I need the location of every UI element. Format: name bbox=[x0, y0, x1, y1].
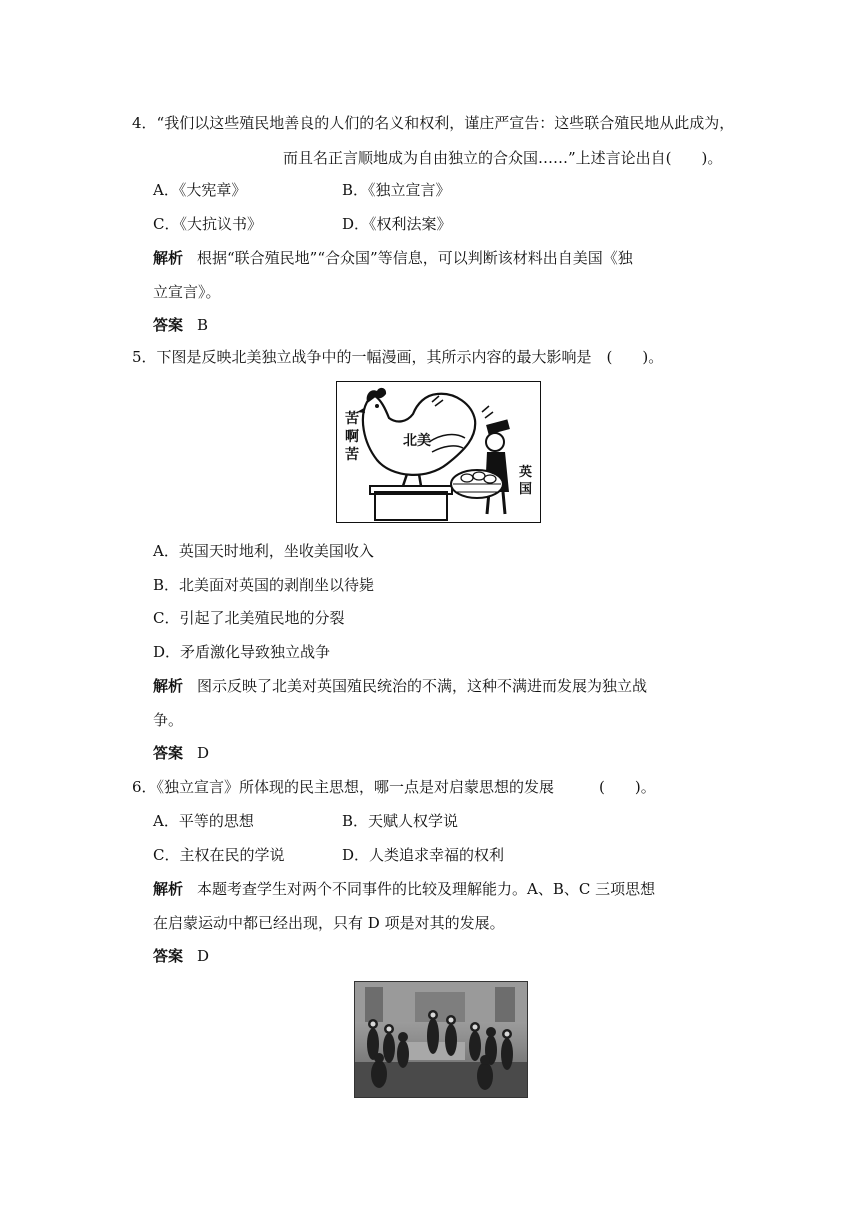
cartoon-label-center: 北美 bbox=[403, 433, 431, 449]
q4-analysis-text: 根据“联合殖民地”“合众国”等信息，可以判断该材料出自美国《独 bbox=[197, 249, 633, 267]
q4-answer-value: B bbox=[197, 316, 209, 334]
q4-stem-line2: 而且名正言顺地成为自由独立的合众国……”上述言论出自( )。 bbox=[283, 149, 723, 167]
q6-stem: 6．《独立宣言》所体现的民主思想，哪一点是对启蒙思想的发展 ( )。 bbox=[132, 778, 656, 796]
q4-option-c: C．《大抗议书》 bbox=[153, 215, 262, 233]
q5-answer-value: D bbox=[197, 744, 210, 762]
q5-analysis-text: 图示反映了北美对英国殖民统治的不满，这种不满进而发展为独立战 bbox=[197, 677, 648, 695]
declaration-painting-image bbox=[354, 981, 528, 1098]
q5-option-c: C．引起了北美殖民地的分裂 bbox=[153, 609, 345, 627]
q4-analysis bbox=[153, 248, 633, 268]
q5-answer-label: 答案 bbox=[153, 744, 184, 762]
q4-option-d: D．《权利法案》 bbox=[342, 215, 452, 233]
q5-answer bbox=[153, 743, 209, 763]
q6-option-a: A．平等的思想 bbox=[153, 812, 254, 830]
q4-analysis-label: 解析 bbox=[153, 249, 184, 267]
q6-option-b: B．天赋人权学说 bbox=[342, 812, 459, 830]
q5-analysis bbox=[153, 676, 647, 696]
q6-answer-label: 答案 bbox=[153, 947, 184, 965]
q5-analysis-label: 解析 bbox=[153, 677, 184, 695]
q5-analysis-cont: 争。 bbox=[153, 711, 184, 729]
q6-analysis-cont: 在启蒙运动中都已经出现，只有 D 项是对其的发展。 bbox=[153, 914, 505, 932]
q5-option-b: B．北美面对英国的剥削坐以待毙 bbox=[153, 576, 375, 594]
cartoon-drawing bbox=[337, 382, 540, 522]
q5-option-d: D．矛盾激化导致独立战争 bbox=[153, 643, 331, 661]
q4-answer-label: 答案 bbox=[153, 316, 184, 334]
q6-analysis bbox=[153, 879, 655, 899]
painting-drawing bbox=[355, 982, 527, 1097]
q4-answer bbox=[153, 315, 208, 335]
q5-option-a: A．英国天时地利，坐收美国收入 bbox=[153, 542, 374, 560]
q5-stem: 5．下图是反映北美独立战争中的一幅漫画，其所示内容的最大影响是 ( )。 bbox=[132, 348, 664, 366]
q6-analysis-text: 本题考查学生对两个不同事件的比较及理解能力。A、B、C 三项思想 bbox=[197, 880, 656, 898]
q6-analysis-label: 解析 bbox=[153, 880, 184, 898]
q4-option-b: B．《独立宣言》 bbox=[342, 181, 451, 199]
q6-option-d: D．人类追求幸福的权利 bbox=[342, 846, 505, 864]
q5-cartoon bbox=[336, 381, 541, 523]
q6-answer bbox=[153, 946, 209, 966]
q4-option-a: A．《大宪章》 bbox=[153, 181, 247, 199]
cartoon-label-left: 苦啊苦 bbox=[345, 411, 359, 463]
q6-option-c: C．主权在民的学说 bbox=[153, 846, 285, 864]
q4-analysis-cont: 立宣言》。 bbox=[153, 283, 221, 301]
cartoon-label-right: 英国 bbox=[519, 465, 533, 497]
q6-answer-value: D bbox=[197, 947, 210, 965]
q4-stem-line1: 4．“我们以这些殖民地善良的人们的名义和权利，谨庄严宣告：这些联合殖民地从此成为， bbox=[132, 114, 735, 132]
